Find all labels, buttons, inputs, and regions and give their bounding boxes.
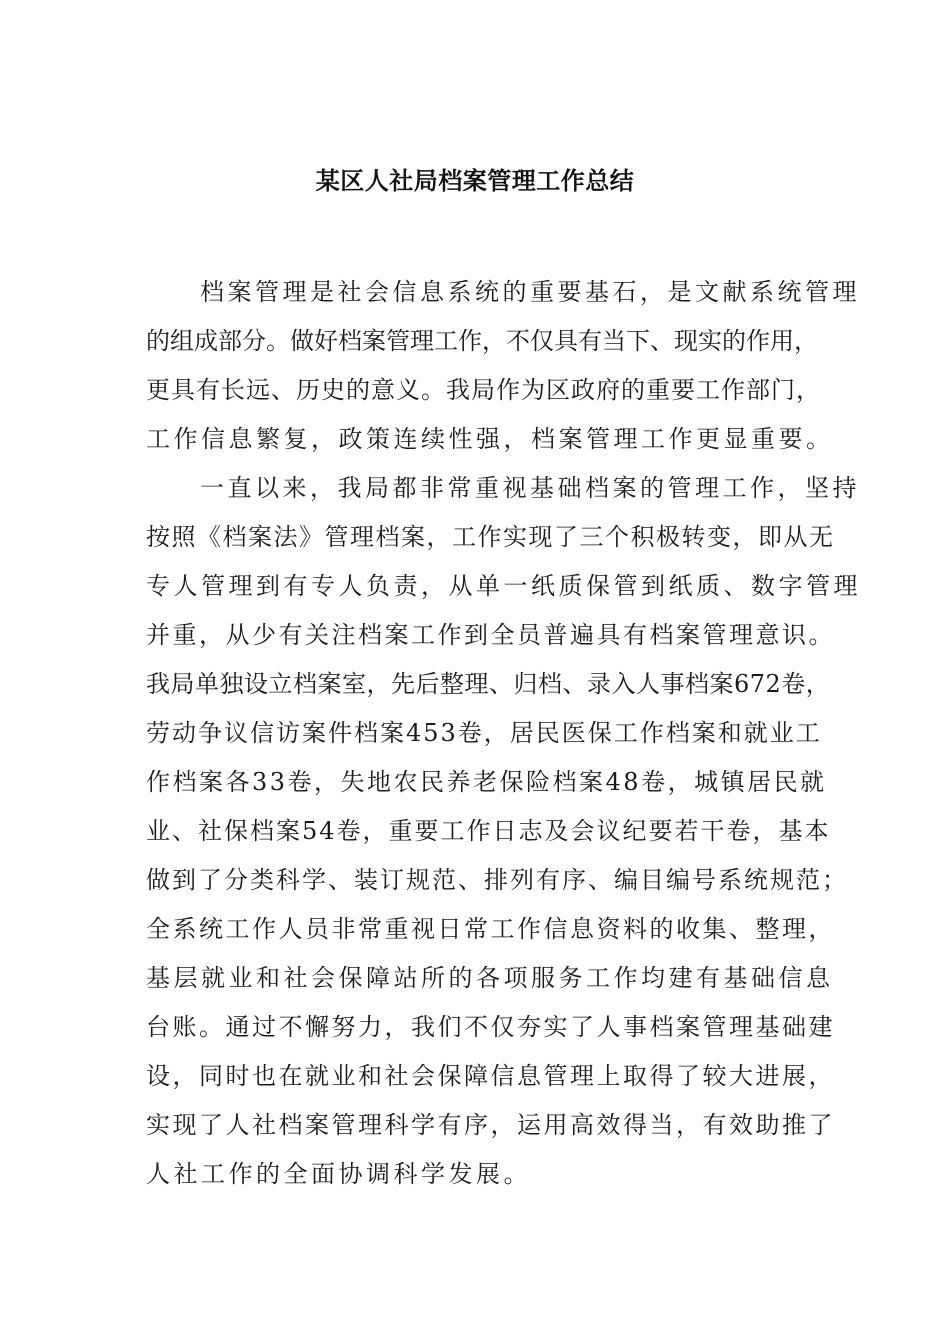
- text-line: 更具有长远、历史的意义。我局作为区政府的重要工作部门，: [146, 376, 821, 404]
- text-line: 台账。通过不懈努力，我们不仅夯实了人事档案管理基础建: [146, 1013, 835, 1041]
- text-line: 的组成部分。做好档案管理工作，不仅具有当下、现实的作用，: [146, 327, 818, 355]
- text-line: 工作信息繁复，政策连续性强，档案管理工作更显重要。: [146, 425, 834, 453]
- text-line: 劳动争议信访案件档案453卷，居民医保工作档案和就业工: [146, 719, 822, 747]
- text-line: 人社工作的全面协调科学发展。: [146, 1160, 531, 1188]
- paragraph-intro: [146, 276, 860, 472]
- document-title: 某区人社局档案管理工作总结: [315, 166, 635, 195]
- paragraph-main: [146, 472, 861, 1207]
- text-line: 基层就业和社会保障站所的各项服务工作均建有基础信息: [146, 964, 834, 992]
- text-line: 设，同时也在就业和社会保障信息管理上取得了较大进展，: [146, 1062, 835, 1090]
- text-line: 做到了分类科学、装订规范、排列有序、编目编号系统规范；: [146, 866, 848, 894]
- text-line: 业、社保档案54卷，重要工作日志及会议纪要若干卷，基本: [146, 817, 831, 845]
- text-line: 我局单独设立档案室，先后整理、归档、录入人事档案672卷，: [146, 670, 831, 698]
- text-line: 档案管理是社会信息系统的重要基石，是文献系统管理: [200, 278, 860, 306]
- text-line: 按照《档案法》管理档案，工作实现了三个积极转变，即从无: [146, 523, 835, 551]
- text-line: 作档案各33卷，失地农民养老保险档案48卷，城镇居民就: [146, 768, 827, 796]
- text-line: 全系统工作人员非常重视日常工作信息资料的收集、整理，: [146, 915, 835, 943]
- text-line: 专人管理到有专人负责，从单一纸质保管到纸质、数字管理: [146, 572, 861, 600]
- text-line: 一直以来，我局都非常重视基础档案的管理工作，坚持: [200, 474, 860, 502]
- text-line: 并重，从少有关注档案工作到全员普遍具有档案管理意识。: [146, 621, 835, 649]
- text-line: 实现了人社档案管理科学有序，运用高效得当，有效助推了: [146, 1111, 835, 1139]
- document-body: [146, 276, 861, 1207]
